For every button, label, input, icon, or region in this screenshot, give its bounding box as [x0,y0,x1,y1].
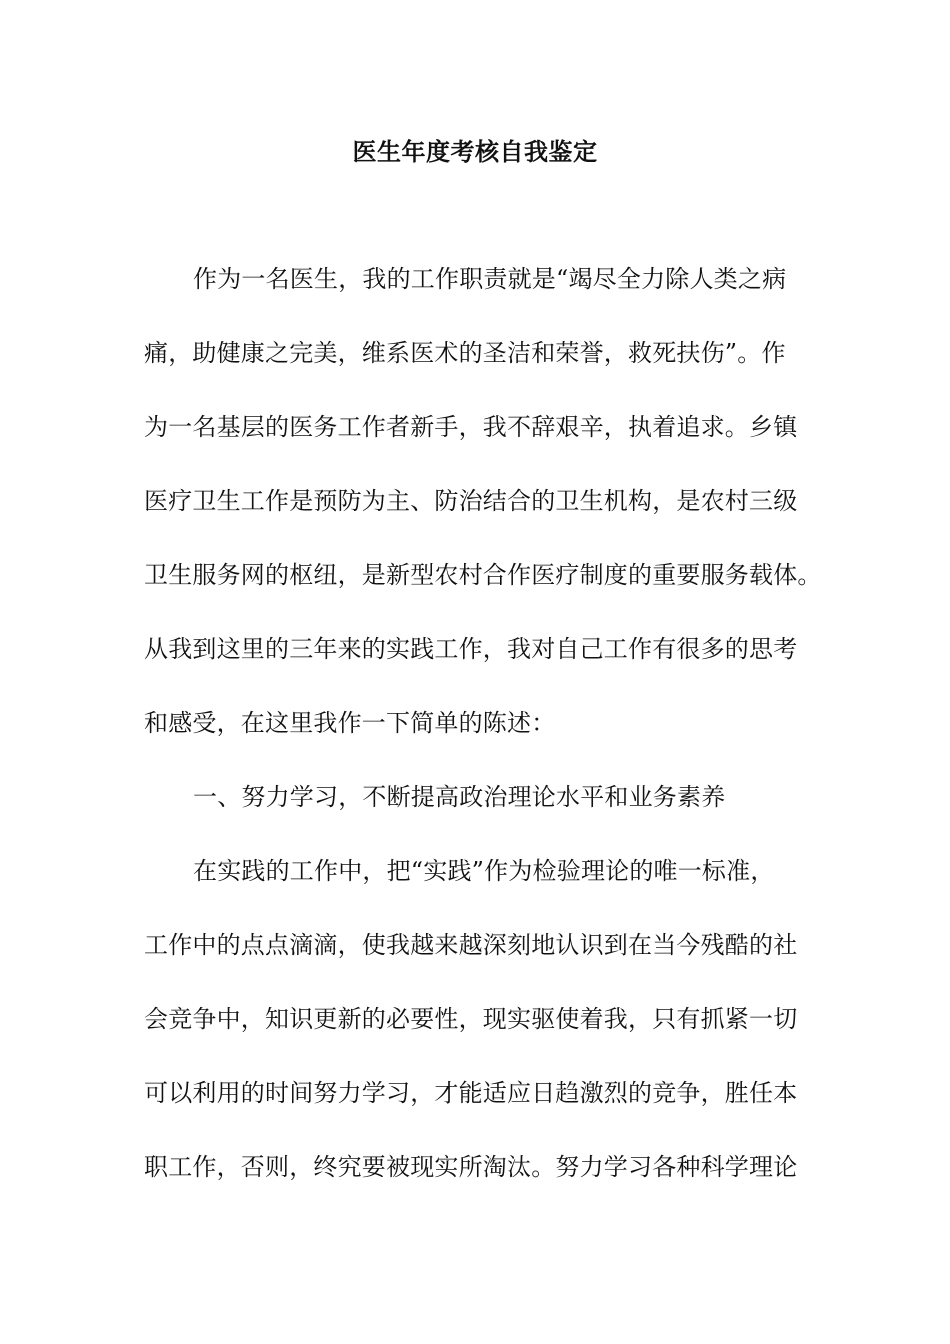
document-title: 医生年度考核自我鉴定 [352,137,598,166]
paragraph-1-line-4: 医疗卫生工作是预防为主、防治结合的卫生机构，是农村三级 [144,487,798,515]
paragraph-1-line-2: 痛，助健康之完美，维系医术的圣洁和荣誉，救死扶伤”。作 [144,339,786,367]
paragraph-1-line-7: 和感受，在这里我作一下简单的陈述： [144,709,556,737]
paragraph-2-line-2: 工作中的点点滴滴，使我越来越深刻地认识到在当今残酷的社 [144,931,798,959]
paragraph-1-line-5: 卫生服务网的枢纽，是新型农村合作医疗制度的重要服务载体。 [144,561,822,589]
paragraph-1-line-1: 作为一名医生，我的工作职责就是“竭尽全力除人类之病 [193,265,787,293]
paragraph-2-line-4: 可以利用的时间努力学习，才能适应日趋激烈的竞争，胜任本 [144,1079,798,1107]
paragraph-1-line-6: 从我到这里的三年来的实践工作，我对自己工作有很多的思考 [144,635,798,663]
paragraph-2-line-5: 职工作，否则，终究要被现实所淘汰。努力学习各种科学理论 [144,1153,798,1181]
paragraph-2-line-3: 会竞争中，知识更新的必要性，现实驱使着我，只有抓紧一切 [144,1005,798,1033]
paragraph-2-line-1: 在实践的工作中，把“实践”作为检验理论的唯一标准， [193,857,775,885]
section-heading-1: 一、努力学习，不断提高政治理论水平和业务素养 [193,783,726,811]
paragraph-1-line-3: 为一名基层的医务工作者新手，我不辞艰辛，执着追求。乡镇 [144,413,798,441]
